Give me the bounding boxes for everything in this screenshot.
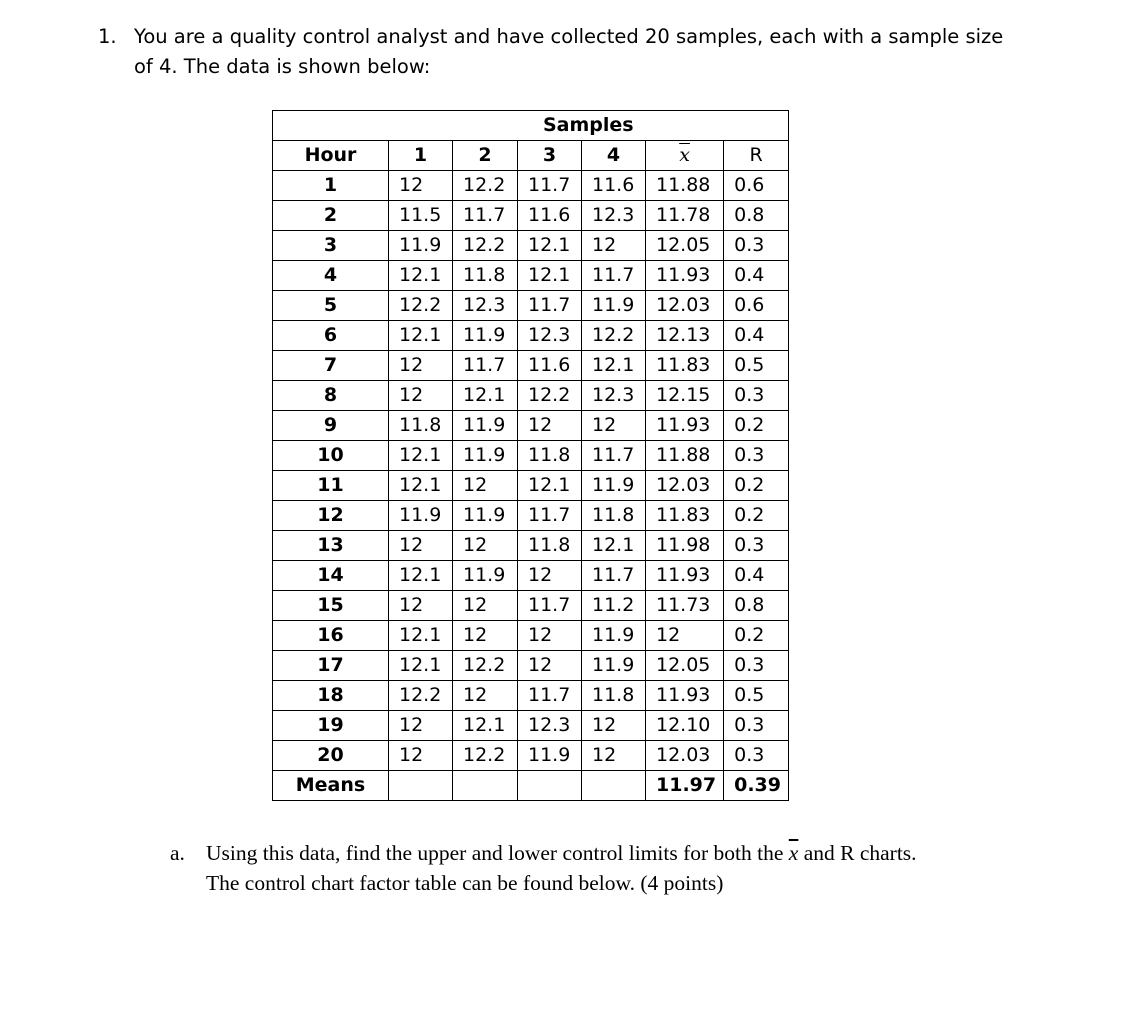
xbar-cell: 11.88 — [646, 441, 724, 471]
column-header-sample-1: 1 — [389, 141, 453, 171]
sample-cell: 12.2 — [582, 321, 646, 351]
hour-cell: 2 — [273, 201, 389, 231]
column-header-range: R — [724, 141, 789, 171]
xbar-cell: 11.93 — [646, 261, 724, 291]
sample-cell: 12.1 — [453, 381, 518, 411]
range-cell: 0.5 — [724, 681, 789, 711]
sample-cell: 11.6 — [582, 171, 646, 201]
sample-cell: 12 — [453, 531, 518, 561]
table-row — [273, 351, 789, 381]
means-range-cell: 0.39 — [724, 771, 789, 801]
table-row — [273, 561, 789, 591]
subquestion-line-2: The control chart factor table can be found below. (4 points) — [206, 871, 724, 895]
sample-cell: 12.3 — [582, 201, 646, 231]
subquestion-text — [206, 838, 1070, 898]
xbar-cell: 11.83 — [646, 501, 724, 531]
sample-cell: 11.5 — [389, 201, 453, 231]
table-row — [273, 741, 789, 771]
sample-cell: 12 — [389, 351, 453, 381]
question-number: 1. — [98, 25, 117, 48]
xbar-cell: 11.98 — [646, 531, 724, 561]
range-cell: 0.4 — [724, 321, 789, 351]
table-corner-cell — [273, 111, 389, 141]
sample-cell: 12.2 — [518, 381, 582, 411]
hour-cell: 4 — [273, 261, 389, 291]
sample-cell: 11.9 — [582, 621, 646, 651]
range-cell: 0.3 — [724, 711, 789, 741]
xbar-cell: 12.15 — [646, 381, 724, 411]
xbar-cell: 12 — [646, 621, 724, 651]
samples-table — [272, 110, 789, 801]
sample-cell: 11.9 — [582, 651, 646, 681]
sample-cell: 11.6 — [518, 351, 582, 381]
means-empty-cell — [453, 771, 518, 801]
hour-cell: 18 — [273, 681, 389, 711]
sample-cell: 12 — [453, 471, 518, 501]
sample-cell: 12 — [582, 231, 646, 261]
sample-cell: 12.1 — [389, 561, 453, 591]
xbar-cell: 11.93 — [646, 561, 724, 591]
table-row — [273, 621, 789, 651]
sample-cell: 12.2 — [453, 741, 518, 771]
sample-cell: 11.8 — [518, 531, 582, 561]
means-label: Means — [273, 771, 389, 801]
hour-cell: 12 — [273, 501, 389, 531]
range-cell: 0.5 — [724, 351, 789, 381]
hour-cell: 14 — [273, 561, 389, 591]
table-row — [273, 651, 789, 681]
sample-cell: 12 — [389, 711, 453, 741]
range-cell: 0.8 — [724, 591, 789, 621]
question-1 — [98, 22, 1038, 82]
sample-cell: 11.8 — [389, 411, 453, 441]
range-cell: 0.3 — [724, 741, 789, 771]
sample-cell: 11.8 — [453, 261, 518, 291]
range-cell: 0.2 — [724, 411, 789, 441]
sample-cell: 12.1 — [389, 651, 453, 681]
hour-cell: 3 — [273, 231, 389, 261]
sample-cell: 11.7 — [582, 441, 646, 471]
column-header-sample-3: 3 — [518, 141, 582, 171]
xbar-cell: 11.83 — [646, 351, 724, 381]
sample-cell: 12.2 — [453, 651, 518, 681]
column-header-sample-4: 4 — [582, 141, 646, 171]
hour-cell: 5 — [273, 291, 389, 321]
sample-cell: 12 — [582, 411, 646, 441]
column-header-xbar — [646, 141, 724, 171]
sample-cell: 12.3 — [453, 291, 518, 321]
table-row — [273, 531, 789, 561]
sample-cell: 11.9 — [453, 441, 518, 471]
hour-cell: 17 — [273, 651, 389, 681]
sample-cell: 12 — [518, 411, 582, 441]
table-row — [273, 441, 789, 471]
table-row — [273, 171, 789, 201]
hour-cell: 1 — [273, 171, 389, 201]
table-row — [273, 231, 789, 261]
xbar-cell: 12.05 — [646, 231, 724, 261]
sample-cell: 11.8 — [582, 681, 646, 711]
sample-cell: 12 — [518, 621, 582, 651]
sample-cell: 12.2 — [389, 681, 453, 711]
xbar-symbol: $\overline{x}$ — [679, 144, 690, 166]
hour-cell: 11 — [273, 471, 389, 501]
hour-cell: 15 — [273, 591, 389, 621]
sample-cell: 11.8 — [582, 501, 646, 531]
sample-cell: 11.9 — [582, 471, 646, 501]
sample-cell: 11.7 — [518, 171, 582, 201]
table-row — [273, 471, 789, 501]
question-line-1: You are a quality control analyst and have collected 20 samples, each with a sample size — [134, 25, 1004, 48]
sample-cell: 12.1 — [389, 321, 453, 351]
sample-cell: 12.1 — [518, 471, 582, 501]
hour-cell: 7 — [273, 351, 389, 381]
table-column-header-row — [273, 141, 789, 171]
table-row — [273, 261, 789, 291]
xbar-cell: 12.10 — [646, 711, 724, 741]
sample-cell: 12 — [518, 561, 582, 591]
sample-cell: 11.7 — [582, 561, 646, 591]
sample-cell: 11.9 — [582, 291, 646, 321]
range-cell: 0.4 — [724, 561, 789, 591]
sample-cell: 12.1 — [582, 531, 646, 561]
sample-cell: 12.3 — [582, 381, 646, 411]
samples-group-header: Samples — [389, 111, 789, 141]
means-empty-cell — [389, 771, 453, 801]
subquestion-letter: a. — [170, 841, 185, 865]
sample-cell: 12.3 — [518, 711, 582, 741]
table-row — [273, 501, 789, 531]
xbar-cell: 12.03 — [646, 741, 724, 771]
means-empty-cell — [518, 771, 582, 801]
xbar-cell: 11.73 — [646, 591, 724, 621]
subquestion-line-1 — [206, 838, 1070, 868]
table-row — [273, 711, 789, 741]
sample-cell: 12.3 — [518, 321, 582, 351]
range-cell: 0.2 — [724, 501, 789, 531]
sample-cell: 12 — [582, 741, 646, 771]
sample-cell: 12 — [518, 651, 582, 681]
xbar-inline-symbol: $\overline{x}$ — [788, 841, 799, 865]
table-row — [273, 291, 789, 321]
range-cell: 0.3 — [724, 441, 789, 471]
sample-cell: 12 — [389, 741, 453, 771]
hour-cell: 10 — [273, 441, 389, 471]
subquestion-line-1-part-2: and R charts. — [798, 841, 917, 865]
subquestion-line-1-part-1: Using this data, find the upper and lower control limits for both the — [206, 841, 789, 865]
table-row — [273, 591, 789, 621]
sample-cell: 12.2 — [453, 171, 518, 201]
range-cell: 0.6 — [724, 171, 789, 201]
sample-cell: 11.9 — [453, 501, 518, 531]
column-header-hour: Hour — [273, 141, 389, 171]
sample-cell: 11.9 — [453, 411, 518, 441]
table-row — [273, 201, 789, 231]
sample-cell: 12.1 — [389, 261, 453, 291]
xbar-cell: 11.78 — [646, 201, 724, 231]
sample-cell: 12 — [389, 531, 453, 561]
table-row — [273, 321, 789, 351]
table-row — [273, 681, 789, 711]
sample-cell: 11.7 — [518, 591, 582, 621]
column-header-sample-2: 2 — [453, 141, 518, 171]
sample-cell: 12.1 — [389, 621, 453, 651]
question-text — [134, 22, 1038, 82]
sample-cell: 11.8 — [518, 441, 582, 471]
hour-cell: 19 — [273, 711, 389, 741]
hour-cell: 8 — [273, 381, 389, 411]
table-group-header-row — [273, 111, 789, 141]
range-cell: 0.6 — [724, 291, 789, 321]
sample-cell: 12.1 — [389, 441, 453, 471]
sample-cell: 12.1 — [518, 231, 582, 261]
sample-cell: 12.1 — [582, 351, 646, 381]
sample-cell: 12.2 — [453, 231, 518, 261]
hour-cell: 13 — [273, 531, 389, 561]
range-cell: 0.3 — [724, 381, 789, 411]
range-cell: 0.2 — [724, 471, 789, 501]
sample-cell: 11.6 — [518, 201, 582, 231]
xbar-cell: 11.93 — [646, 411, 724, 441]
sample-cell: 12 — [389, 171, 453, 201]
sample-cell: 12 — [389, 381, 453, 411]
sample-cell: 12.1 — [453, 711, 518, 741]
means-row — [273, 771, 789, 801]
sample-cell: 11.9 — [453, 561, 518, 591]
range-cell: 0.3 — [724, 531, 789, 561]
range-cell: 0.3 — [724, 651, 789, 681]
hour-cell: 6 — [273, 321, 389, 351]
range-cell: 0.8 — [724, 201, 789, 231]
sample-cell: 11.7 — [518, 501, 582, 531]
sample-cell: 11.7 — [453, 351, 518, 381]
table-row — [273, 411, 789, 441]
xbar-cell: 11.93 — [646, 681, 724, 711]
hour-cell: 16 — [273, 621, 389, 651]
sample-cell: 11.7 — [518, 681, 582, 711]
sample-cell: 11.7 — [453, 201, 518, 231]
sample-cell: 11.9 — [518, 741, 582, 771]
sample-cell: 12 — [453, 621, 518, 651]
question-line-2: of 4. The data is shown below: — [134, 55, 431, 78]
means-empty-cell — [582, 771, 646, 801]
sample-cell: 12.2 — [389, 291, 453, 321]
xbar-cell: 12.03 — [646, 291, 724, 321]
sample-cell: 11.9 — [389, 231, 453, 261]
sample-cell: 12 — [582, 711, 646, 741]
xbar-cell: 12.03 — [646, 471, 724, 501]
xbar-cell: 11.88 — [646, 171, 724, 201]
sample-cell: 12.1 — [389, 471, 453, 501]
range-cell: 0.4 — [724, 261, 789, 291]
hour-cell: 9 — [273, 411, 389, 441]
sample-cell: 12 — [389, 591, 453, 621]
sample-cell: 11.9 — [453, 321, 518, 351]
hour-cell: 20 — [273, 741, 389, 771]
means-xbar-cell: 11.97 — [646, 771, 724, 801]
sample-cell: 12.1 — [518, 261, 582, 291]
xbar-cell: 12.13 — [646, 321, 724, 351]
range-cell: 0.2 — [724, 621, 789, 651]
xbar-cell: 12.05 — [646, 651, 724, 681]
sample-cell: 11.7 — [518, 291, 582, 321]
subquestion-a — [170, 838, 1070, 898]
sample-cell: 11.7 — [582, 261, 646, 291]
sample-cell: 11.2 — [582, 591, 646, 621]
sample-cell: 11.9 — [389, 501, 453, 531]
range-cell: 0.3 — [724, 231, 789, 261]
table-row — [273, 381, 789, 411]
sample-cell: 12 — [453, 681, 518, 711]
sample-cell: 12 — [453, 591, 518, 621]
